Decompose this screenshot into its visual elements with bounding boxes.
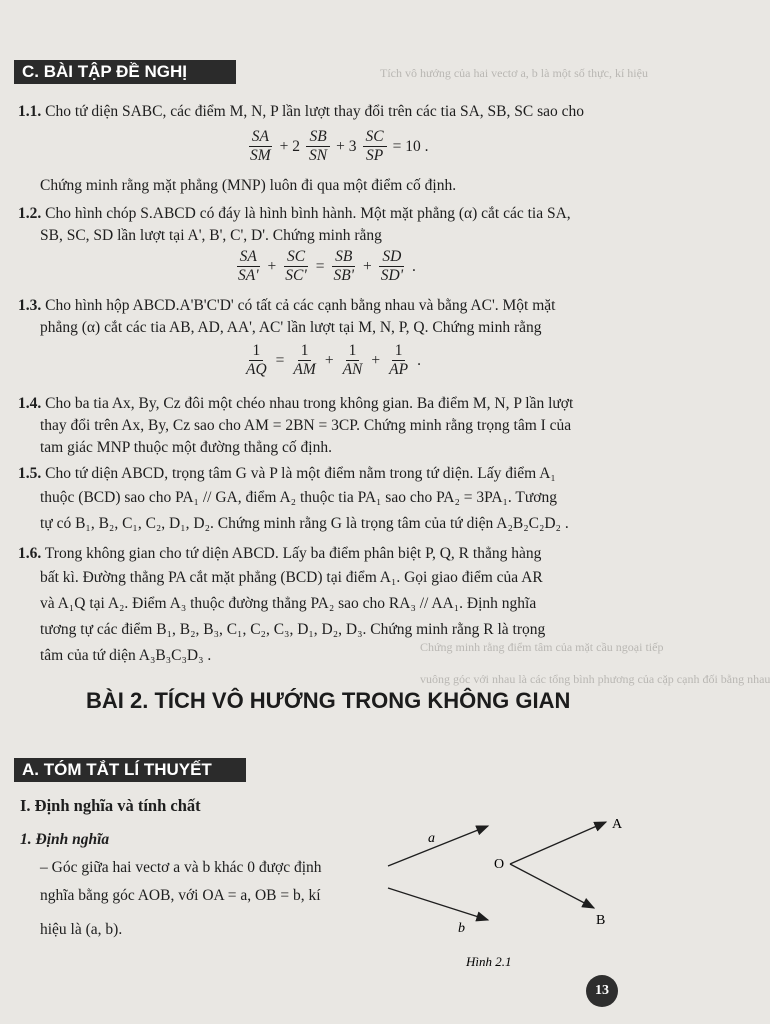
- exercise-1-6: [18, 544, 541, 564]
- section-heading: I. Định nghĩa và tính chất: [20, 796, 201, 815]
- definition-text: – Góc giữa hai vectơ a và b khác 0 được định: [40, 859, 322, 876]
- exercise-text: Cho hình hộp ABCD.A'B'C'D' có tất cả các cạnh bằng nhau và bằng AC'. Một mặt: [45, 297, 556, 314]
- exercise-text: và A₁Q tại A₂. Điểm A₃ thuộc đường thẳng PA₂ sao cho RA₃ // AA₁. Định nghĩa: [40, 595, 537, 612]
- exercise-text: tam giác MNP thuộc một đường thẳng cố định.: [40, 439, 332, 456]
- label-o: O: [494, 857, 505, 872]
- definition-text: hiệu là (a, b).: [40, 921, 123, 938]
- section-a-label: A. TÓM TẮT LÍ THUYẾT: [22, 760, 212, 779]
- fraction: $\frac{1}{AN}$: [342, 342, 363, 378]
- exercise-text: Cho ba tia Ax, By, Cz đôi một chéo nhau trong không gian. Ba điểm M, N, P lần lượt: [45, 395, 574, 412]
- exercise-conclusion: Chứng minh rằng mặt phẳng (MNP) luôn đi qua một điểm cố định.: [40, 177, 457, 194]
- fraction: $\frac{SA}{SA'}$: [238, 248, 259, 284]
- label-A: A: [612, 817, 623, 832]
- exercise-text: Trong không gian cho tứ diện ABCD. Lấy ba điểm phân biệt P, Q, R thẳng hàng: [44, 545, 542, 562]
- section-a-band: [14, 758, 246, 782]
- figure-2-1: [380, 808, 640, 978]
- fraction: $\frac{SB}{SN}$: [306, 128, 330, 165]
- vector-b-arrow: [388, 888, 488, 920]
- page-number: 13: [586, 975, 618, 1007]
- equation-1-3: $\frac{1}{AQ}$ = $\frac{1}{AM}$ + $\frac{1}{AN}$ + $\frac{1}{AP}$ .: [240, 342, 424, 379]
- section-c-band: [14, 60, 236, 84]
- exercise-number: 1.2.: [18, 205, 42, 222]
- exercise-number: 1.1.: [18, 103, 42, 120]
- exercise-text: tâm của tứ diện A₃B₃C₃D₃ .: [40, 647, 212, 664]
- fraction: $\frac{1}{AM}$: [293, 342, 316, 378]
- exercise-number: 1.5.: [18, 465, 42, 482]
- bleed-text: vuông góc với nhau là các tổng bình phương của cặp cạnh đối bằng nhau: [420, 672, 770, 686]
- exercise-1-4: [18, 394, 573, 414]
- exercise-text: thuộc (BCD) sao cho PA₁ // GA, điểm A₂ thuộc tia PA₁ sao cho PA₂ = 3PA₁. Tương: [40, 489, 557, 506]
- exercise-text: thay đổi trên Ax, By, Cz sao cho AM = 2BN = 3CP. Chứng minh rằng trọng tâm I của: [40, 417, 572, 434]
- exercise-number: 1.6.: [18, 545, 42, 562]
- exercise-text: tự có B₁, B₂, C₁, C₂, D₁, D₂. Chứng minh rằng G là trọng tâm của tứ diện A₂B₂C₂D₂ .: [40, 515, 569, 532]
- fraction: $\frac{SA}{SM}$: [250, 128, 271, 164]
- label-b: b: [458, 921, 465, 936]
- fraction: $\frac{SC}{SP}$: [363, 128, 387, 165]
- fraction: $\frac{SC}{SC'}$: [285, 248, 307, 284]
- fraction: $\frac{SB}{SB'}$: [333, 248, 354, 284]
- vector-a-arrow: [388, 826, 488, 866]
- label-a: a: [428, 831, 435, 846]
- fraction: $\frac{1}{AQ}$: [246, 342, 267, 378]
- bleed-text: Chứng minh rằng điểm tâm của mặt cầu ngoại tiếp: [420, 640, 664, 654]
- exercise-1-5: [18, 464, 556, 484]
- section-c-label: C. BÀI TẬP ĐỀ NGHỊ: [22, 62, 187, 81]
- equation-1-1: $\frac{SA}{SM}$ + 2 $\frac{SB}{SN}$ + 3 $\frac{SC}{SP}$ = 10 .: [244, 128, 431, 165]
- label-B: B: [596, 913, 606, 928]
- exercise-text: phẳng (α) cắt các tia AB, AD, AA', AC' lần lượt tại M, N, P, Q. Chứng minh rằng: [40, 319, 542, 336]
- vector-oa-arrow: [510, 822, 606, 864]
- fraction: $\frac{1}{AP}$: [389, 342, 409, 378]
- exercise-text: Cho hình chóp S.ABCD có đáy là hình bình hành. Một mặt phẳng (α) cắt các tia SA,: [45, 205, 571, 222]
- exercise-text: Cho tứ diện ABCD, trọng tâm G và P là một điểm nằm trong tứ diện. Lấy điểm A₁: [45, 465, 556, 482]
- exercise-text: bất kì. Đường thẳng PA cắt mặt phẳng (BCD) tại điểm A₁. Gọi giao điểm của AR: [40, 569, 543, 586]
- exercise-1-2: [18, 204, 571, 224]
- fraction: $\frac{SD}{SD'}$: [380, 248, 404, 284]
- bleed-text: Tích vô hướng của hai vectơ a, b là một số thực, kí hiệu: [380, 66, 648, 80]
- exercise-text: Cho tứ diện SABC, các điểm M, N, P lần lượt thay đổi trên các tia SA, SB, SC sao cho: [45, 103, 585, 120]
- subsection-heading: 1. Định nghĩa: [20, 831, 110, 848]
- lesson-title: BÀI 2. TÍCH VÔ HƯỚNG TRONG KHÔNG GIAN: [86, 688, 571, 713]
- exercise-text: tương tự các điểm B₁, B₂, B₃, C₁, C₂, C₃, D₁, D₂, D₃. Chứng minh rằng R là trọng: [40, 621, 546, 638]
- exercise-number: 1.3.: [18, 297, 42, 314]
- exercise-1-1: [18, 102, 584, 122]
- equation-1-2: $\frac{SA}{SA'}$ + $\frac{SC}{SC'}$ = $\frac{SB}{SB'}$ + $\frac{SD}{SD'}$ .: [232, 248, 419, 285]
- definition-text: nghĩa bằng góc AOB, với OA = a, OB = b, kí: [40, 887, 321, 904]
- vector-ob-arrow: [510, 864, 594, 908]
- exercise-text: SB, SC, SD lần lượt tại A', B', C', D'. Chứng minh rằng: [40, 227, 382, 244]
- exercise-number: 1.4.: [18, 395, 42, 412]
- exercise-1-3: [18, 296, 555, 316]
- figure-caption: Hình 2.1: [466, 954, 512, 969]
